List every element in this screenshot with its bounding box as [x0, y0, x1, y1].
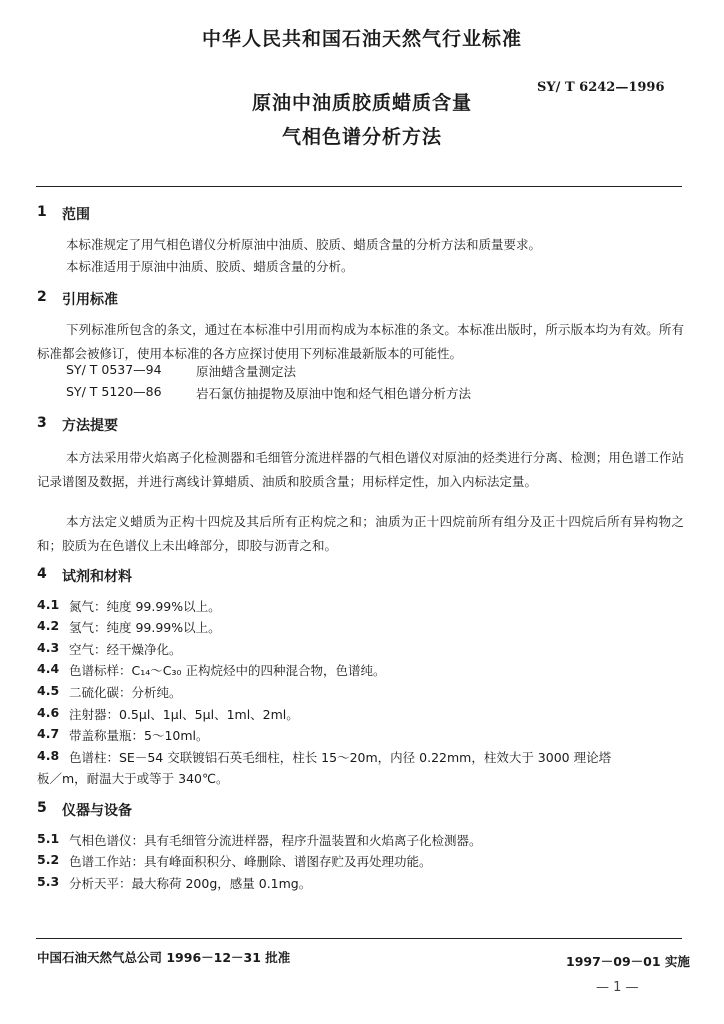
item-4-1-number: 4.1 — [37, 597, 60, 612]
standard-code: SY/ T 6242—1996 — [537, 80, 665, 95]
header-divider — [36, 186, 682, 187]
implementation-date: 1997－09－01 实施 — [566, 954, 690, 969]
footer-divider — [36, 938, 682, 939]
item-4-4-text: 色谱标样：C₁₄～C₃₀ 正构烷烃中的四种混合物，色谱纯。 — [69, 663, 386, 678]
approval-date: 中国石油天然气总公司 1996－12－31 批准 — [37, 950, 291, 965]
item-5-1-text: 气相色谱仪：具有毛细管分流进样器，程序升温装置和火焰离子化检测器。 — [69, 833, 482, 848]
reference-2-title: 岩石氯仿抽提物及原油中饱和烃气相色谱分析方法 — [196, 386, 472, 401]
section-3-title: 方法提要 — [62, 418, 118, 434]
reference-2-code: SY/ T 5120—86 — [66, 384, 162, 399]
item-4-2-text: 氢气：纯度 99.99%以上。 — [69, 620, 221, 635]
item-4-5-number: 4.5 — [37, 683, 60, 698]
section-3-paragraph-1: 本方法采用带火焰离子化检测器和毛细管分流进样器的气相色谱仪对原油的烃类进行分离、检测；用色谱工作站记录谱图及数据，并进行离线计算蜡质、油质和胶质含量；用标样定性，加入内标法定量。 — [37, 450, 684, 489]
item-4-3-number: 4.3 — [37, 640, 60, 655]
section-1-paragraph-2: 本标准适用于原油中油质、胶质、蜡质含量的分析。 — [66, 259, 354, 274]
item-4-2-number: 4.2 — [37, 618, 60, 633]
section-4-number: 4 — [37, 566, 47, 582]
item-4-7-number: 4.7 — [37, 726, 60, 741]
item-5-3-text: 分析天平：最大称荷 200g，感量 0.1mg。 — [69, 876, 312, 891]
section-4-title: 试剂和材料 — [62, 569, 132, 585]
item-4-4-number: 4.4 — [37, 661, 60, 676]
item-5-1-number: 5.1 — [37, 831, 60, 846]
item-4-1-text: 氮气：纯度 99.99%以上。 — [69, 599, 221, 614]
item-4-8-text: 色谱柱：SE－54 交联镀铝石英毛细柱，柱长 15～20m，内径 0.22mm，柱效大于 3000 理论塔 — [69, 750, 612, 765]
reference-1-title: 原油蜡含量测定法 — [196, 364, 297, 379]
item-5-2-number: 5.2 — [37, 852, 60, 867]
item-5-2-text: 色谱工作站：具有峰面积积分、峰删除、谱图存贮及再处理功能。 — [69, 854, 432, 869]
item-5-3-number: 5.3 — [37, 874, 60, 889]
item-4-8-number: 4.8 — [37, 748, 60, 763]
document-title-line-2: 气相色谱分析方法 — [281, 126, 442, 148]
section-2-number: 2 — [37, 289, 47, 305]
reference-1-code: SY/ T 0537—94 — [66, 362, 162, 377]
section-5-number: 5 — [37, 800, 47, 816]
item-4-6-number: 4.6 — [37, 705, 60, 720]
section-2-title: 引用标准 — [62, 292, 118, 308]
section-1-title: 范围 — [62, 207, 90, 223]
item-4-3-text: 空气：经干燥净化。 — [69, 642, 182, 657]
section-3-number: 3 — [37, 415, 47, 431]
section-5-title: 仪器与设备 — [62, 803, 132, 819]
item-4-6-text: 注射器：0.5μl、1μl、5μl、1ml、2ml。 — [69, 707, 299, 722]
section-3-paragraph-2: 本方法定义蜡质为正构十四烷及其后所有正构烷之和；油质为正十四烷前所有组分及正十四烷后所有异构物之和；胶质为在色谱仪上未出峰部分，即胶与沥青之和。 — [37, 514, 684, 553]
section-2-paragraph: 下列标准所包含的条文，通过在本标准中引用而构成为本标准的条文。本标准出版时，所示版本均为有效。所有标准都会被修订，使用本标准的各方应探讨使用下列标准最新版本的可能性。 — [37, 322, 684, 361]
item-4-5-text: 二硫化碳：分析纯。 — [69, 685, 182, 700]
document-title-line-1: 原油中油质胶质蜡质含量 — [251, 92, 472, 114]
issuing-body-title: 中华人民共和国石油天然气行业标准 — [201, 28, 522, 50]
item-4-7-text: 带盖称量瓶：5～10ml。 — [69, 728, 209, 743]
section-1-number: 1 — [37, 204, 47, 220]
item-4-8-continuation: 板／m，耐温大于或等于 340℃。 — [37, 771, 229, 786]
page-number: — 1 — — [596, 980, 639, 995]
section-1-paragraph-1: 本标准规定了用气相色谱仪分析原油中油质、胶质、蜡质含量的分析方法和质量要求。 — [66, 237, 542, 252]
